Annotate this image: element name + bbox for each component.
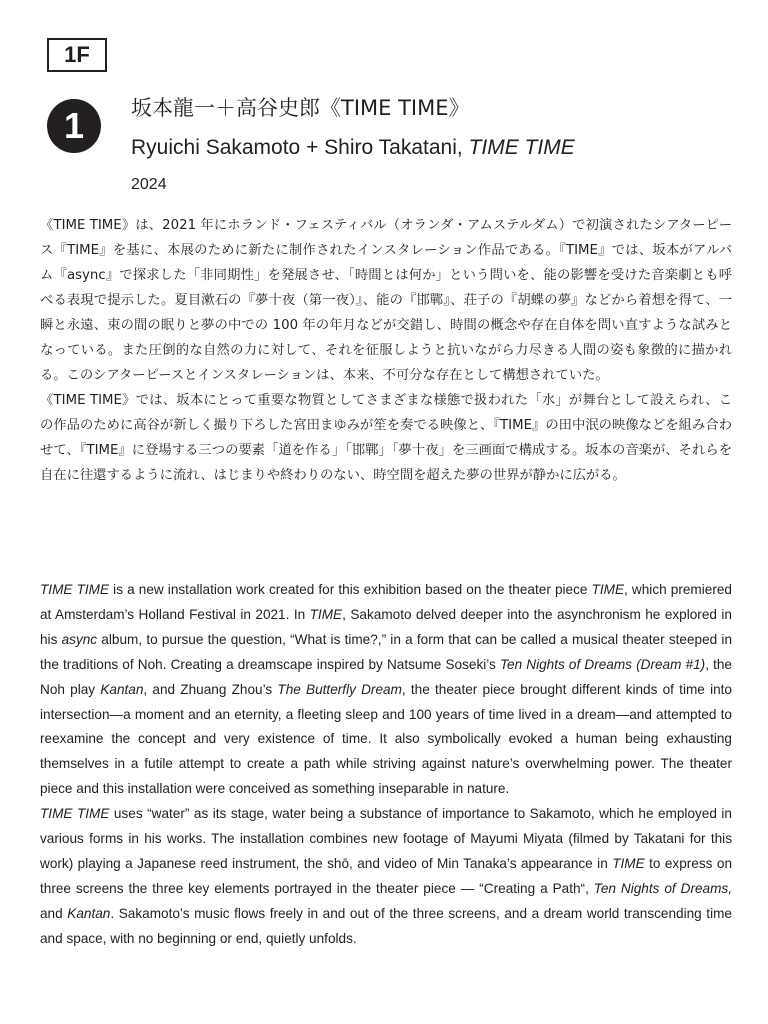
text-run: to express on three screens the three key elements portrayed in the theater piece — “Creating a Path“, (40, 855, 732, 896)
text-run: , the Noh play (40, 656, 732, 697)
text-run: , which premiered at Amsterdam’s Holland Festival in 2021. In (40, 582, 732, 622)
ja-paragraph-2: 《TIME TIME》では、坂本にとって重要な物質としてさまざまな様態で扱われた「水」が舞台として設えられ、この作品のために高谷が新しく撮り下ろした宮田まゆみが笙を奏でる映像と、『TIME』の田中泯の映像などを組み合わせて、『TIME』に登場する三つの要素「道を作る」「邯鄲」「夢十夜」を三画面で構成する。坂本の音楽が、それらを自在に往還するように流れ、はじまりや終わりのない、時空間を超えた夢の世界が静かに広がる。 (40, 393, 732, 483)
italic-title: Kantan (100, 681, 144, 697)
text-run: . Sakamoto’s music flows freely in and out of the three screens, and a dream world transcending time and space, with no beginning or end, quietly unfolds. (40, 905, 732, 946)
italic-title: Ten Nights of Dreams, (593, 880, 732, 896)
italic-title: The Butterfly Dream (277, 681, 402, 697)
italic-title: TIME (612, 855, 645, 871)
en-paragraph-2 (40, 802, 732, 951)
italic-title: Ten Nights of Dreams (Dream #1) (499, 656, 706, 672)
en-paragraph-1 (40, 578, 732, 802)
text-run: , Sakamoto delved deeper into the asynchronism he explored in his (40, 606, 732, 647)
text-run: uses “water” as its stage, water being a substance of importance to Sakamoto, which he employed in various forms in his works. The installation combines new footage of Mayumi Miyata (filmed by Takatani for this work) playing a Japanese reed instrument, the shō, and video of Min Tanaka’s appearance in (40, 806, 732, 871)
text-run: , the theater piece brought different kinds of time into intersection—a moment and an eternity, a fleeting sleep and 100 years of time lived in a dream—and attempted to reexamine the concept and very existence of time. It also symbolically evoked a human being exhausting themselves in a futile attempt to create a path while striving against nature’s overwhelming power. The theater piece and this installation were conceived as something inseparable in nature. (40, 681, 732, 797)
description-japanese (40, 213, 732, 488)
text-run: album, to pursue the question, “What is time?,” in a form that can be called a musical theater steeped in the traditions of Noh. Creating a dreamscape inspired by Natsume Soseki’s (40, 631, 733, 672)
title-english (131, 133, 575, 163)
ja-paragraph-1: 《TIME TIME》は、2021 年にホランド・フェスティバル（オランダ・アムステルダム）で初演されたシアターピース『TIME』を基に、本展のために新たに制作されたインスタレーション作品である。『TIME』では、坂本がアルバム『async』で探求した「非同期性」を発展させ、「時間とは何か」という問いを、能の影響を受けた音楽劇とも呼べる表現で提示した。夏目漱石の『夢十夜（第一夜）』、能の『邯鄲』、荘子の『胡蝶の夢』などから着想を得て、一瞬と永遠、束の間の眠りと夢の中での 100 年の年月などが交錯し、時間の概念や存在自体を問い直すような試みとなっている。また圧倒的な自然の力に対して、それを征服しようと抗いながら力尽きる人間の姿も象徴的に描かれる。このシアターピースとインスタレーションは、本来、不可分な存在として構想されていた。 (40, 218, 732, 383)
floor-label: 1F (47, 38, 107, 72)
title-japanese: 坂本龍一＋高谷史郎《TIME TIME》 (131, 96, 470, 120)
italic-title: Kantan (67, 905, 111, 921)
title-work: TIME TIME (468, 136, 575, 159)
text-run: is a new installation work created for this exhibition based on the theater piece (109, 582, 592, 597)
italic-title: async (61, 631, 98, 647)
italic-title: TIME (591, 582, 625, 597)
title-artists: Ryuichi Sakamoto + Shiro Takatani, (131, 136, 469, 159)
italic-title: TIME TIME (40, 582, 110, 597)
description-english (40, 578, 732, 952)
italic-title: TIME (309, 606, 343, 622)
item-number-badge: 1 (47, 99, 101, 153)
text-run: , and Zhuang Zhou’s (143, 681, 278, 697)
italic-title: TIME TIME (40, 806, 110, 822)
year: 2024 (131, 176, 167, 193)
text-run: and (40, 905, 68, 921)
